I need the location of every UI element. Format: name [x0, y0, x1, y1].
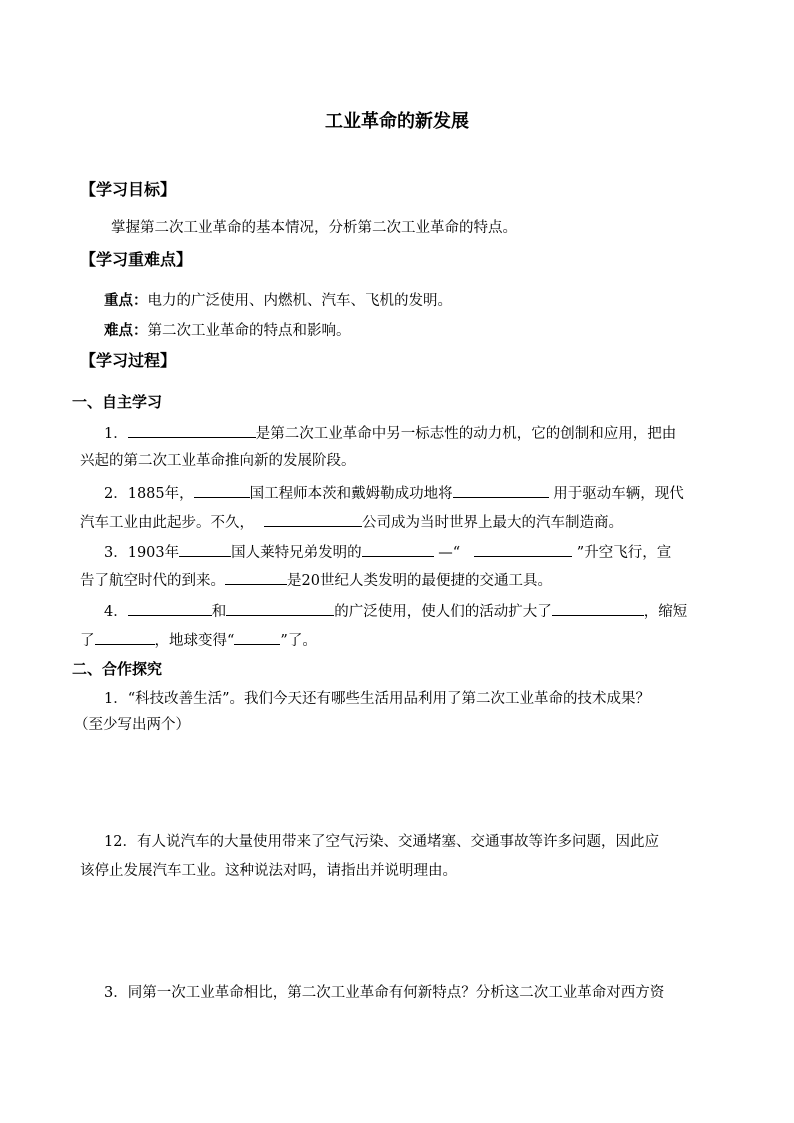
q2-text-a: 国工程师本茨和戴姆勒成功地将 — [249, 486, 453, 502]
q2-text-b: 用于驱动车辆，现代 — [553, 486, 684, 502]
key-point — [104, 291, 452, 311]
self-q4-line2 — [80, 629, 317, 651]
self-q3-line2 — [80, 569, 552, 591]
keypoints-heading: 【学习重难点】 — [80, 250, 193, 269]
q2-text-c: 汽车工业由此起步。不久， — [80, 515, 254, 531]
answer-blank[interactable] — [362, 541, 434, 557]
process-heading: 【学习过程】 — [80, 351, 177, 370]
self-q1-line2: 兴起的第二次工业革命推向新的发展阶段。 — [80, 453, 356, 469]
self-q1-line1 — [104, 422, 676, 444]
answer-blank[interactable] — [552, 600, 644, 616]
answer-blank[interactable] — [226, 600, 334, 616]
self-q4-line1 — [104, 600, 687, 622]
hard-label: 难点： — [104, 322, 148, 339]
self-q2-line1 — [104, 482, 684, 504]
q2-number: 2．1885年， — [104, 486, 194, 502]
q3-text-b: —“ — [438, 545, 461, 561]
q4-text-a: 和 — [211, 604, 227, 620]
q4-text-c: ，缩短 — [643, 604, 688, 620]
answer-blank[interactable] — [264, 511, 362, 527]
answer-blank[interactable] — [474, 541, 572, 557]
self-study-heading: 一、自主学习 — [72, 393, 163, 411]
q4-text-e: ，地球变得“ — [154, 633, 235, 649]
hard-text: 第二次工业革命的特点和影响。 — [147, 323, 351, 339]
goal-text: 掌握第二次工业革命的基本情况，分析第二次工业革命的特点。 — [111, 220, 517, 236]
q2-text-d: 公司成为当时世界上最大的汽车制造商。 — [362, 515, 623, 531]
q4-text-b: 的广泛使用，使人们的活动扩大了 — [334, 604, 552, 620]
goal-heading: 【学习目标】 — [80, 180, 177, 199]
answer-blank[interactable] — [453, 482, 549, 498]
key-text: 电力的广泛使用、内燃机、汽车、飞机的发明。 — [147, 293, 452, 309]
self-q2-line2 — [80, 511, 623, 533]
answer-blank[interactable] — [234, 629, 280, 645]
answer-blank[interactable] — [128, 600, 212, 616]
q3-text-e: 是20世纪人类发明的最便捷的交通工具。 — [287, 573, 552, 589]
q1-number: 1． — [104, 426, 128, 442]
self-q3-line1 — [104, 541, 671, 563]
answer-blank[interactable] — [225, 569, 287, 585]
answer-blank[interactable] — [179, 541, 231, 557]
coop-q2-line2: 该停止发展汽车工业。这种说法对吗，请指出并说明理由。 — [80, 863, 457, 879]
q3-text-c: ”升空飞行，宣 — [576, 545, 672, 561]
q3-text-d: 告了航空时代的到来。 — [80, 573, 225, 589]
q3-text-a: 国人莱特兄弟发明的 — [231, 545, 362, 561]
coop-heading: 二、合作探究 — [72, 660, 163, 678]
coop-q1-line2: （至少写出两个） — [74, 717, 190, 733]
answer-blank[interactable] — [95, 629, 155, 645]
q4-number: 4． — [104, 604, 128, 620]
key-label: 重点： — [104, 292, 148, 309]
coop-q2-line1: 12．有人说汽车的大量使用带来了空气污染、交通堵塞、交通事故等许多问题，因此应 — [104, 834, 659, 850]
q3-number: 3．1903年 — [104, 545, 180, 561]
q1-text-a: 是第二次工业革命中另一标志性的动力机，它的创制和应用，把由 — [255, 426, 677, 442]
page-title: 工业革命的新发展 — [325, 111, 469, 132]
q4-text-f: ”了。 — [280, 633, 317, 649]
coop-q1-line1: 1．“科技改善生活”。我们今天还有哪些生活用品利用了第二次工业革命的技术成果？ — [104, 691, 651, 707]
coop-q3-line1: 3．同第一次工业革命相比，第二次工业革命有何新特点？分析这二次工业革命对西方资 — [104, 985, 665, 1001]
hard-point — [104, 321, 351, 341]
answer-blank[interactable] — [194, 482, 250, 498]
q4-text-d: 了 — [80, 633, 95, 649]
answer-blank[interactable] — [128, 422, 256, 438]
